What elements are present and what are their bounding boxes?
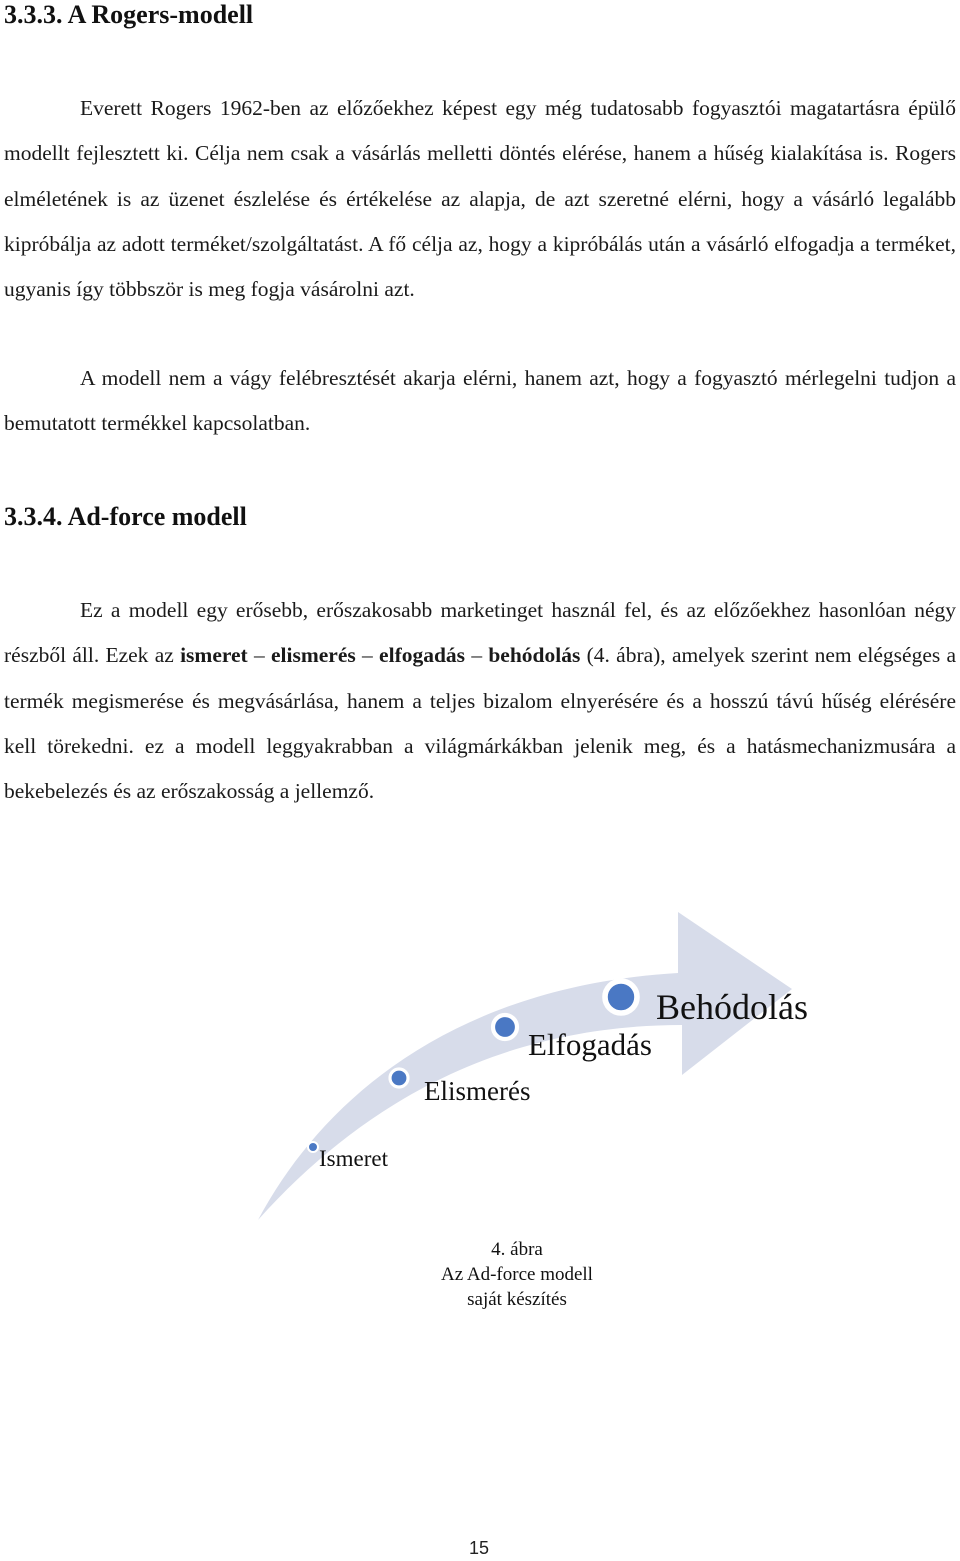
- term-dash: –: [253, 643, 265, 668]
- section-heading-adforce: 3.3.4. Ad-force modell: [4, 502, 247, 531]
- term-behodolas: behódolás: [488, 643, 581, 668]
- stage-label-elfogadas: Elfogadás: [528, 1027, 652, 1062]
- figure-title: Az Ad-force modell: [441, 1264, 593, 1285]
- figure-source: saját készítés: [467, 1289, 567, 1310]
- term-elismeres: elismerés: [271, 643, 356, 668]
- term-dash: –: [471, 643, 483, 668]
- term-ismeret: ismeret: [180, 643, 248, 668]
- stage-label-elismeres: Elismerés: [424, 1076, 531, 1106]
- section-heading-rogers: 3.3.3. A Rogers-modell: [4, 0, 254, 29]
- curved-arrow-shape: [258, 912, 792, 1220]
- stage-dot-elismeres: [390, 1069, 408, 1087]
- stage-dot-ismeret: [308, 1142, 318, 1152]
- stage-dot-behodolas: [605, 981, 637, 1013]
- term-dash: –: [362, 643, 373, 668]
- adforce-diagram: [250, 905, 850, 1225]
- rogers-paragraph-1: Everett Rogers 1962-ben az előzőekhez képest egy még tudatosabb fogyasztói magatartásra épülő modellt fejlesztett ki. Célja nem csak a vásárlás melletti döntés elérése, hanem a hűség kialakítása is. Rogers elméletének is az üzenet észlelése és értékelése az alapja, de azt szeretné elérni, hogy a vásárló legalább kipróbálja az adott terméket/szolgáltatást. A fő célja az, hogy a kipróbálás után a vásárló elfogadja a terméket, ugyanis így többször is meg fogja vásárolni azt.: [4, 96, 956, 302]
- stage-dot-elfogadas: [493, 1015, 517, 1039]
- adforce-paragraph: [4, 588, 956, 814]
- adforce-paragraph-intro: Ez a modell egy erősebb, erőszakosabb marketinget használ fel, és az előzőekhez hasonlóan négy részből áll. Ezek az: [4, 598, 956, 668]
- rogers-paragraph-2: A modell nem a vágy felébresztését akarja elérni, hanem azt, hogy a fogyasztó mérlegelni tudjon a bemutatott termékkel kapcsolatban.: [4, 366, 956, 436]
- stage-label-ismeret: Ismeret: [319, 1146, 388, 1171]
- adforce-paragraph-rest: (4. ábra), amelyek szerint nem elégséges a termék megismerése és megvásárlása, hanem a teljes bizalom elnyerésére és a hosszú távú hűség elérésére kell törekedni. ez a modell leggyakrabban a világmárkákban jelenik meg, és a hatásmechanizmusára a bekebelezés és az erőszakosság a jellemző.: [4, 643, 957, 804]
- page-number: 15: [468, 1538, 490, 1558]
- figure-number: 4. ábra: [491, 1239, 543, 1260]
- term-elfogadas: elfogadás: [379, 643, 466, 668]
- stage-label-behodolas: Behódolás: [656, 987, 808, 1027]
